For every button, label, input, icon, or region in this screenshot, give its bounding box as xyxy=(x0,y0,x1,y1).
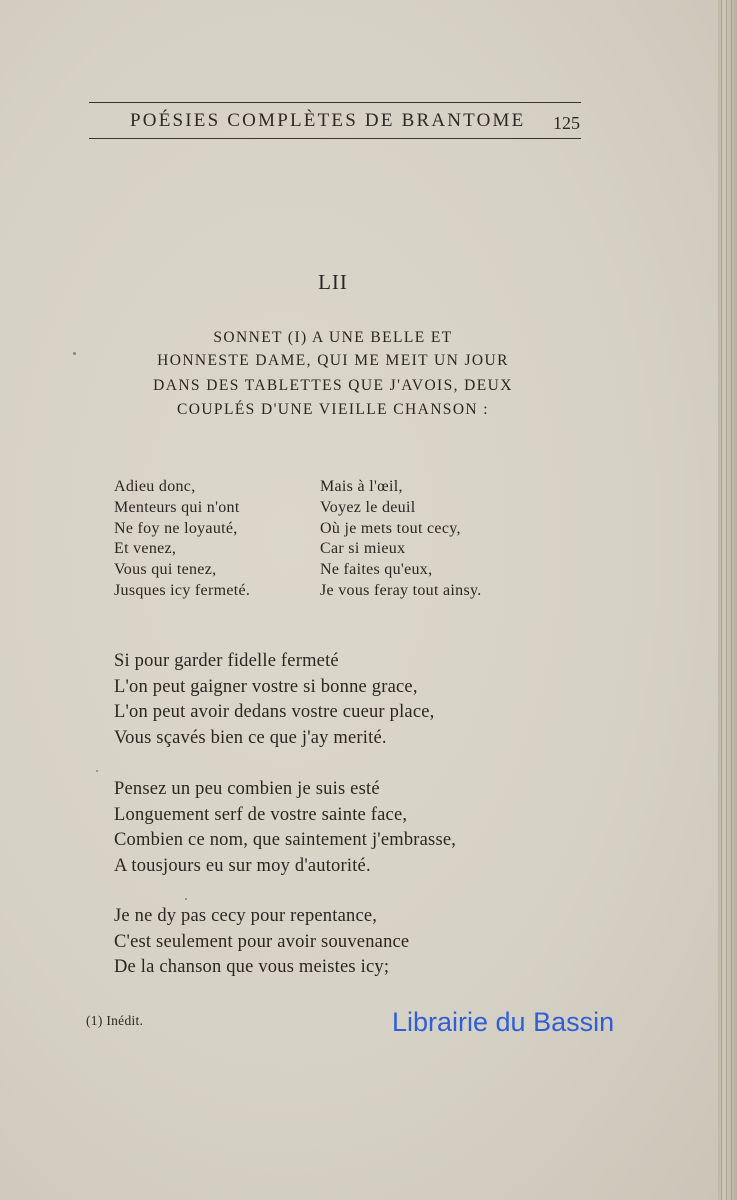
poem-heading-line: COUPLÉS D'UNE VIEILLE CHANSON : xyxy=(177,401,489,418)
edge-line xyxy=(721,0,722,1200)
poem-numeral: LII xyxy=(318,270,348,294)
song-line: Voyez le deuil xyxy=(320,498,416,516)
verse-line: L'on peut gaigner vostre si bonne grace, xyxy=(114,676,418,697)
header-rule-top xyxy=(89,102,581,103)
sonnet-stanza-3 xyxy=(114,904,409,981)
sonnet-stanza-2 xyxy=(114,777,456,879)
page-edge xyxy=(718,0,737,1200)
poem-heading-line: SONNET (I) A UNE BELLE ET xyxy=(213,329,453,346)
page-number: 125 xyxy=(553,113,580,133)
paper-speck xyxy=(185,898,187,900)
verse-line: Je ne dy pas cecy pour repentance, xyxy=(114,906,378,926)
song-line: Je vous feray tout ainsy. xyxy=(320,581,482,599)
song-line: Mais à l'œil, xyxy=(320,478,403,495)
song-column-left xyxy=(114,477,250,602)
song-line: Et venez, xyxy=(114,540,177,558)
verse-line: A tousjours eu sur moy d'autorité. xyxy=(114,855,371,876)
edge-line xyxy=(731,0,732,1200)
verse-line: Combien ce nom, que saintement j'embrasse, xyxy=(114,830,457,850)
footnote: (1) Inédit. xyxy=(86,1013,144,1028)
song-line: Ne faites qu'eux, xyxy=(320,561,433,579)
song-line: Vous qui tenez, xyxy=(114,561,217,579)
verse-line: L'on peut avoir dedans vostre cueur place, xyxy=(114,702,435,722)
bookseller-watermark: Librairie du Bassin xyxy=(392,1007,615,1037)
verse-line: C'est seulement pour avoir souvenance xyxy=(114,931,410,952)
sonnet-stanza-1 xyxy=(114,649,434,751)
poem-heading-line: HONNESTE DAME, QUI ME MEIT UN JOUR xyxy=(157,352,509,369)
running-title: POÉSIES COMPLÈTES DE BRANTOME xyxy=(130,110,526,131)
edge-line xyxy=(726,0,727,1200)
poem-heading-line: DANS DES TABLETTES QUE J'AVOIS, DEUX xyxy=(153,377,513,394)
paper-speck xyxy=(96,770,98,772)
song-column-right xyxy=(320,477,482,602)
song-line: Ne foy ne loyauté, xyxy=(114,519,238,537)
verse-line: Longuement serf de vostre sainte face, xyxy=(114,804,408,825)
header-rule-bottom xyxy=(89,138,581,139)
song-line: Car si mieux xyxy=(320,540,406,558)
song-line: Où je mets tout cecy, xyxy=(320,519,461,537)
song-line: Menteurs qui n'ont xyxy=(114,498,240,516)
paper-speck xyxy=(73,352,76,355)
verse-line: De la chanson que vous meistes icy; xyxy=(114,957,390,977)
song-line: Adieu donc, xyxy=(114,478,196,495)
verse-line: Pensez un peu combien je suis esté xyxy=(114,779,380,799)
song-line: Jusques icy fermeté. xyxy=(114,581,251,599)
verse-line: Vous sçavés bien ce que j'ay merité. xyxy=(114,727,387,748)
verse-line: Si pour garder fidelle fermeté xyxy=(114,651,339,671)
